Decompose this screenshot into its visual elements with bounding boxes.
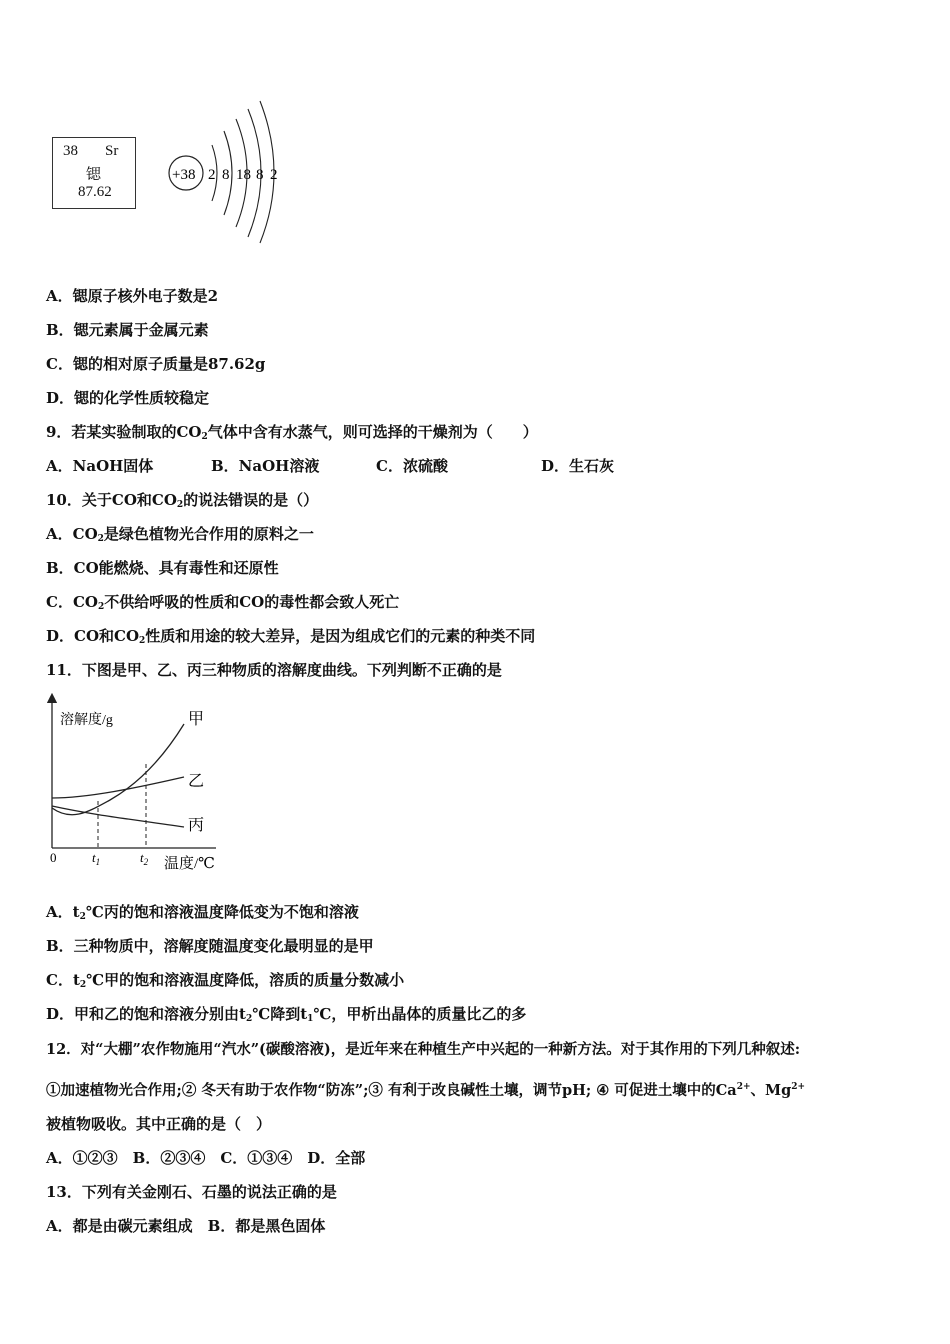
q9-option-c: C．浓硫酸 xyxy=(376,457,448,475)
atom-structure-diagram xyxy=(160,95,300,245)
y-axis-label: 溶解度/g xyxy=(60,713,113,728)
shell-electrons-5: 2 xyxy=(270,167,278,183)
curve-jia xyxy=(52,724,184,815)
q12-statements: ①加速植物光合作用;② 冬天有助于农作物“防冻”;③ 有利于改良碱性土壤，调节pH; ④ 可促进土壤中的$Ca^{2+}$、$Mg^{2+}$ xyxy=(46,1082,806,1099)
q10-option-b: B．CO能燃烧、具有毒性和还原性 xyxy=(46,559,279,577)
q8-option-a: A．锶原子核外电子数是2 xyxy=(46,287,219,305)
q13-stem: 13．下列有关金刚石、石墨的说法正确的是 xyxy=(46,1183,337,1201)
q9-option-d: D．生石灰 xyxy=(541,457,615,475)
element-name: 锶 xyxy=(86,167,102,183)
q10-option-d: D．CO和$CO_2$性质和用途的较大差异，是因为组成它们的元素的种类不同 xyxy=(46,627,536,646)
curve-label-bing: 丙 xyxy=(188,817,205,834)
q10-option-c: C．$CO_2$不供给呼吸的性质和CO的毒性都会致人死亡 xyxy=(46,593,400,612)
q11-option-b: B．三种物质中，溶解度随温度变化最明显的是甲 xyxy=(46,937,374,955)
x-axis-label: 温度/℃ xyxy=(164,856,215,872)
solubility-chart xyxy=(38,690,228,880)
curve-label-jia: 甲 xyxy=(188,711,205,728)
t2-label: $t_2$ xyxy=(140,850,149,867)
q11-option-c: C．$t_2℃$甲的饱和溶液温度降低，溶质的质量分数减小 xyxy=(46,971,405,990)
q10-stem: 10．关于CO和$CO_2$的说法错误的是（） xyxy=(46,491,319,510)
q12-options: A．①②③ B．②③④ C．①③④ D．全部 xyxy=(46,1149,366,1167)
q8-option-d: D．锶的化学性质较稳定 xyxy=(46,389,210,407)
shell-electrons-4: 8 xyxy=(256,167,264,183)
atomic-mass: 87.62 xyxy=(78,184,112,200)
nucleus-charge: +38 xyxy=(172,167,196,183)
origin-label: 0 xyxy=(50,850,57,865)
element-symbol: Sr xyxy=(105,143,119,159)
curve-bing xyxy=(52,806,184,827)
q11-option-a: A．$t_2℃$丙的饱和溶液温度降低变为不饱和溶液 xyxy=(46,903,359,922)
shell-electrons-2: 8 xyxy=(222,167,230,183)
q11-option-d: D．甲和乙的饱和溶液分别由$t_2℃$降到$t_1℃$，甲析出晶体的质量比乙的多 xyxy=(46,1005,527,1024)
q12-stem: 12．对“大棚”农作物施用“汽水”(碳酸溶液)，是近年来在种植生产中兴起的一种新方法。对于其作用的下列几种叙述: xyxy=(46,1041,801,1058)
q9-option-a: A．NaOH固体 xyxy=(46,457,154,475)
curve-label-yi: 乙 xyxy=(188,773,205,790)
q9-options xyxy=(46,456,614,476)
q8-option-c: C．锶的相对原子质量是87.62g xyxy=(46,355,266,373)
q13-options: A．都是由碳元素组成 B．都是黑色固体 xyxy=(46,1217,326,1235)
shell-electrons-1: 2 xyxy=(208,167,216,183)
shell-electrons-3: 18 xyxy=(236,167,251,183)
atomic-number: 38 xyxy=(63,143,78,159)
q9-option-b: B．NaOH溶液 xyxy=(211,457,320,475)
q12-question: 被植物吸收。其中正确的是（ ） xyxy=(46,1115,272,1133)
element-card xyxy=(52,137,136,209)
q8-option-b: B．锶元素属于金属元素 xyxy=(46,321,209,339)
q9-stem: 9．若某实验制取的$CO_2$气体中含有水蒸气，则可选择的干燥剂为（ ） xyxy=(46,423,538,442)
q10-option-a: A．$CO_2$是绿色植物光合作用的原料之一 xyxy=(46,525,314,544)
q11-stem: 11．下图是甲、乙、丙三种物质的溶解度曲线。下列判断不正确的是 xyxy=(46,661,502,679)
t1-label: $t_1$ xyxy=(92,850,101,867)
